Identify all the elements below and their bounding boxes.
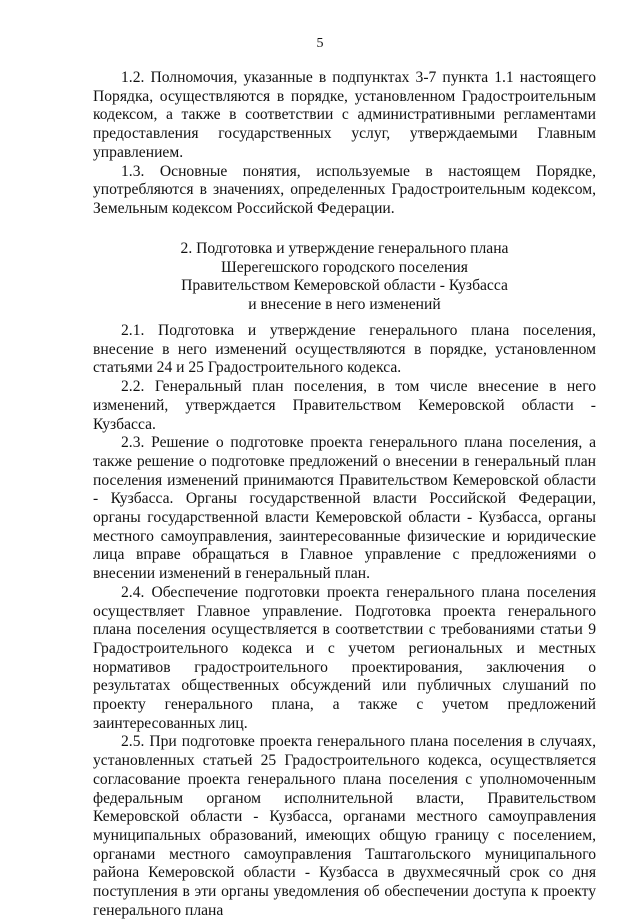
section-heading-line-4: и внесение в него изменений — [248, 296, 441, 314]
paragraph-2-5: 2.5. При подготовке проекта генерального плана поселения в случаях, установленных статьей 25 Градостроительного кодекса, осуществляется согласование проекта генерального плана поселения с уполномоченным федеральным органом исполнительной власти, Правительством Кемеровской области - Кузбасса, органами местного самоуправления муниципальных образований, имеющих общую границу с поселением, органами местного самоуправления Таштагольского муниципального района Кемеровской области - Кузбасса в двухмесячный срок со дня поступления в эти органы уведомления об обеспечении доступа к проекту генерального плана — [93, 733, 596, 919]
paragraph-1-2: 1.2. Полномочия, указанные в подпунктах 3-7 пункта 1.1 настоящего Порядка, осуществляются в порядке, установленном Градостроительным кодексом, а также в соответствии с административными регламентами предоставления государственных услуг, утверждаемыми Главным управлением. — [93, 69, 596, 161]
paragraph-2-1: 2.1. Подготовка и утверждение генерального плана поселения, внесение в него изменений осуществляются в порядке, установленном статьями 24 и 25 Градостроительного кодекса. — [93, 322, 596, 377]
intro-text-block — [93, 69, 596, 219]
section-text-block — [93, 322, 596, 921]
paragraph-2-2: 2.2. Генеральный план поселения, в том числе внесение в него изменений, утверждается Правительством Кемеровской области - Кузбасса. — [93, 378, 596, 433]
section-heading-line-2: Шерегешского городского поселения — [221, 258, 468, 276]
section-heading-line-3: Правительством Кемеровской области - Кузбасса — [181, 277, 508, 295]
section-heading — [93, 240, 596, 315]
paragraph-1-3: 1.3. Основные понятия, используемые в настоящем Порядке, употребляются в значениях, определенных Градостроительным кодексом, Земельным кодексом Российской Федерации. — [93, 162, 596, 217]
page-number: 5 — [316, 36, 324, 51]
paragraph-2-3: 2.3. Решение о подготовке проекта генерального плана поселения, а также решение о подготовке предложений о внесении в генеральный план поселения изменений принимаются Правительством Кемеровской области - Кузбасса. Органы государственной власти Российской Федерации, органы государственной власти Кемеровской области - Кузбасса, органы местного самоуправления, заинтересованные физические и юридические лица вправе обращаться в Главное управление с предложениями о внесении изменений в генеральный план. — [93, 434, 596, 583]
paragraph-2-4: 2.4. Обеспечение подготовки проекта генерального плана поселения осуществляет Главное управление. Подготовка проекта генерального плана поселения осуществляется в соответствии с требованиями статьи 9 Градостроительного кодекса и с учетом региональных и местных нормативов градостроительного проектирования, заключения о результатах общественных обсуждений или публичных слушаний по проекту генерального плана, а также с учетом предложений заинтересованных лиц. — [93, 583, 596, 732]
section-heading-line-1: 2. Подготовка и утверждение генерального плана — [180, 240, 509, 257]
